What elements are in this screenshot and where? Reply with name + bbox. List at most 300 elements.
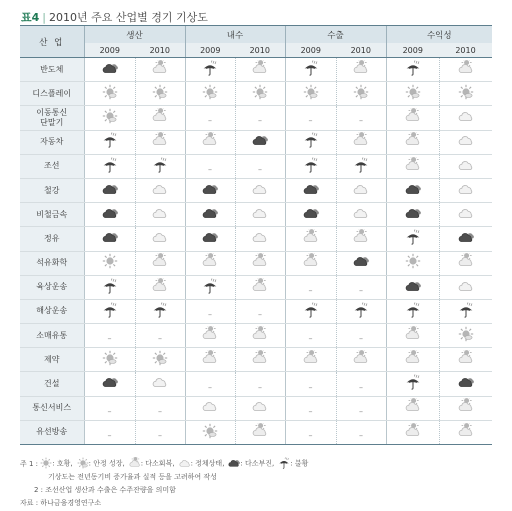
forecast-cell [185, 420, 235, 444]
partly-sunny-icon [202, 253, 218, 273]
forecast-cell [439, 396, 492, 420]
forecast-cell [386, 106, 439, 130]
year-header: 2009 [84, 43, 135, 58]
partly-sunny-icon [353, 350, 369, 370]
storm-umbrella-icon [152, 157, 168, 177]
forecast-cell [135, 178, 185, 202]
year-header: 2009 [185, 43, 235, 58]
footnotes [20, 457, 500, 510]
storm-umbrella-icon [353, 302, 369, 322]
forecast-cell [235, 420, 285, 444]
forecast-cell [235, 348, 285, 372]
table-row [20, 299, 492, 323]
footnote-1-prefix: 주 1 : [20, 459, 39, 468]
legend-item [278, 457, 308, 471]
partly-sunny-icon [252, 423, 268, 443]
storm-umbrella-icon [278, 457, 290, 470]
dash: – [359, 430, 363, 440]
table-row [20, 324, 492, 348]
legend-item [77, 457, 125, 471]
cloud-icon [179, 457, 191, 470]
partly-sunny-icon [202, 350, 218, 370]
forecast-cell [185, 251, 235, 275]
dark-cloud-icon [458, 374, 474, 394]
industry-header: 산 업 [20, 26, 84, 58]
partly-sunny-icon [152, 132, 168, 152]
partly-sunny-icon [152, 60, 168, 80]
footnote-2: 2 : 조선산업 생산과 수출은 수주잔량을 의미함 [34, 485, 176, 494]
table-row [20, 372, 492, 396]
industry-name: 통신서비스 [20, 396, 84, 420]
forecast-cell [235, 275, 285, 299]
storm-umbrella-icon [102, 302, 118, 322]
forecast-cell [336, 178, 386, 202]
forecast-cell [135, 130, 185, 154]
cloud-icon [458, 108, 474, 128]
industry-name: 철강 [20, 178, 84, 202]
cloud-icon [353, 181, 369, 201]
weather-table [20, 25, 492, 445]
dark-cloud-icon [102, 60, 118, 80]
partly-sunny-icon [405, 157, 421, 177]
forecast-cell [285, 178, 336, 202]
sun-icon [40, 457, 52, 470]
dark-cloud-icon [303, 181, 319, 201]
storm-umbrella-icon [458, 302, 474, 322]
cloud-icon [353, 205, 369, 225]
forecast-cell [439, 58, 492, 82]
storm-umbrella-icon [405, 302, 421, 322]
table-row [20, 203, 492, 227]
forecast-cell [336, 58, 386, 82]
cloud-icon [152, 229, 168, 249]
empty-cell [285, 420, 336, 444]
dark-cloud-icon [458, 229, 474, 249]
forecast-cell [439, 227, 492, 251]
sun-cloud-icon [202, 84, 218, 104]
empty-cell [84, 420, 135, 444]
empty-cell [336, 324, 386, 348]
industry-name: 소매유통 [20, 324, 84, 348]
forecast-cell [235, 203, 285, 227]
empty-cell [336, 396, 386, 420]
dark-cloud-icon [102, 205, 118, 225]
dark-cloud-icon [303, 205, 319, 225]
dash: – [158, 406, 162, 416]
dash: – [258, 382, 262, 392]
forecast-cell [185, 396, 235, 420]
cloud-icon [458, 205, 474, 225]
empty-cell [235, 372, 285, 396]
storm-umbrella-icon [353, 157, 369, 177]
forecast-cell [386, 275, 439, 299]
partly-sunny-icon [252, 350, 268, 370]
industry-name: 자동차 [20, 130, 84, 154]
forecast-cell [285, 299, 336, 323]
storm-umbrella-icon [405, 60, 421, 80]
year-header: 2010 [235, 43, 285, 58]
forecast-cell [285, 82, 336, 106]
empty-cell [285, 372, 336, 396]
table-row [20, 178, 492, 202]
title-separator: | [42, 11, 46, 24]
cloud-icon [152, 181, 168, 201]
empty-cell [135, 396, 185, 420]
forecast-cell [439, 251, 492, 275]
partly-sunny-icon [458, 423, 474, 443]
dash: – [258, 116, 262, 126]
empty-cell [285, 106, 336, 130]
dark-cloud-icon [353, 253, 369, 273]
forecast-cell [135, 227, 185, 251]
forecast-cell [439, 299, 492, 323]
forecast-cell [439, 372, 492, 396]
empty-cell [135, 420, 185, 444]
dash: – [258, 309, 262, 319]
table-row [20, 130, 492, 154]
dash: – [308, 334, 313, 344]
forecast-cell [84, 58, 135, 82]
storm-umbrella-icon [405, 229, 421, 249]
forecast-cell [84, 227, 135, 251]
forecast-cell [135, 154, 185, 178]
empty-cell [285, 324, 336, 348]
partly-sunny-icon [405, 132, 421, 152]
partly-sunny-icon [303, 253, 319, 273]
dash: – [158, 430, 162, 440]
industry-name: 반도체 [20, 58, 84, 82]
empty-cell [235, 154, 285, 178]
forecast-cell [135, 251, 185, 275]
header-profit: 수익성 [386, 26, 492, 44]
forecast-cell [439, 178, 492, 202]
header-production: 생산 [84, 26, 185, 44]
empty-cell [235, 299, 285, 323]
industry-name: 조선 [20, 154, 84, 178]
forecast-cell [84, 203, 135, 227]
cloud-icon [152, 205, 168, 225]
sun-cloud-icon [252, 84, 268, 104]
forecast-cell [439, 420, 492, 444]
forecast-cell [439, 324, 492, 348]
table-row [20, 251, 492, 275]
partly-sunny-icon [303, 229, 319, 249]
table-row [20, 227, 492, 251]
legend-label: : 다소회복, [140, 459, 175, 468]
cloud-icon [458, 278, 474, 298]
forecast-cell [185, 82, 235, 106]
forecast-cell [386, 324, 439, 348]
empty-cell [185, 106, 235, 130]
footnote-1 [20, 457, 500, 471]
partly-sunny-icon [129, 457, 141, 470]
legend-label: : 다소부진, [240, 459, 275, 468]
partly-sunny-icon [405, 423, 421, 443]
forecast-cell [386, 251, 439, 275]
forecast-cell [336, 154, 386, 178]
forecast-cell [336, 299, 386, 323]
sun-cloud-icon [102, 350, 118, 370]
storm-umbrella-icon [102, 157, 118, 177]
forecast-cell [84, 372, 135, 396]
dark-cloud-icon [202, 181, 218, 201]
partly-sunny-icon [458, 398, 474, 418]
legend-label: : 호황, [52, 459, 73, 468]
storm-umbrella-icon [152, 302, 168, 322]
forecast-cell [84, 106, 135, 130]
dark-cloud-icon [405, 181, 421, 201]
industry-name: 육상운송 [20, 275, 84, 299]
legend [40, 460, 312, 468]
forecast-cell [84, 275, 135, 299]
legend-item [40, 457, 72, 471]
dash: – [107, 406, 112, 416]
sun-cloud-icon [202, 423, 218, 443]
sun-cloud-icon [152, 350, 168, 370]
partly-sunny-icon [458, 253, 474, 273]
table-title-text: 2010년 주요 산업별 경기 기상도 [49, 11, 208, 24]
storm-umbrella-icon [202, 278, 218, 298]
forecast-cell [235, 251, 285, 275]
forecast-cell [386, 396, 439, 420]
forecast-cell [135, 58, 185, 82]
sun-cloud-icon [77, 457, 89, 470]
forecast-cell [386, 372, 439, 396]
storm-umbrella-icon [303, 132, 319, 152]
partly-sunny-icon [202, 132, 218, 152]
industry-name: 해상운송 [20, 299, 84, 323]
forecast-cell [439, 348, 492, 372]
forecast-cell [185, 227, 235, 251]
forecast-cell [84, 154, 135, 178]
dash: – [258, 164, 262, 174]
empty-cell [84, 324, 135, 348]
forecast-cell [235, 227, 285, 251]
storm-umbrella-icon [303, 157, 319, 177]
forecast-cell [336, 130, 386, 154]
forecast-cell [135, 348, 185, 372]
empty-cell [336, 372, 386, 396]
forecast-cell [84, 178, 135, 202]
industry-name: 제약 [20, 348, 84, 372]
forecast-cell [235, 324, 285, 348]
forecast-cell [185, 178, 235, 202]
cloud-icon [458, 132, 474, 152]
forecast-cell [135, 106, 185, 130]
dark-cloud-icon [405, 278, 421, 298]
forecast-cell [185, 348, 235, 372]
partly-sunny-icon [202, 326, 218, 346]
storm-umbrella-icon [303, 302, 319, 322]
sun-cloud-icon [102, 108, 118, 128]
legend-label: : 불황 [290, 459, 309, 468]
empty-cell [336, 106, 386, 130]
year-header: 2010 [336, 43, 386, 58]
forecast-cell [285, 348, 336, 372]
forecast-cell [439, 275, 492, 299]
partly-sunny-icon [252, 60, 268, 80]
dash: – [158, 334, 162, 344]
storm-umbrella-icon [202, 60, 218, 80]
forecast-cell [235, 58, 285, 82]
dark-cloud-icon [405, 205, 421, 225]
dash: – [208, 309, 212, 319]
dark-cloud-icon [202, 229, 218, 249]
sun-cloud-icon [458, 84, 474, 104]
table-body [20, 58, 492, 445]
industry-name: 비철금속 [20, 203, 84, 227]
sun-cloud-icon [405, 84, 421, 104]
partly-sunny-icon [252, 326, 268, 346]
empty-cell [185, 372, 235, 396]
forecast-cell [235, 178, 285, 202]
table-row [20, 82, 492, 106]
table-row [20, 58, 492, 82]
forecast-cell [135, 203, 185, 227]
industry-name: 디스플레이 [20, 82, 84, 106]
forecast-cell [285, 203, 336, 227]
forecast-cell [135, 299, 185, 323]
cloud-icon [458, 181, 474, 201]
storm-umbrella-icon [303, 60, 319, 80]
dark-cloud-icon [102, 181, 118, 201]
table-row [20, 106, 492, 130]
header-domestic: 내수 [185, 26, 285, 44]
cloud-icon [252, 181, 268, 201]
forecast-cell [185, 203, 235, 227]
forecast-cell [336, 227, 386, 251]
forecast-cell [285, 251, 336, 275]
partly-sunny-icon [252, 253, 268, 273]
industry-name: 건설 [20, 372, 84, 396]
industry-name: 정유 [20, 227, 84, 251]
forecast-cell [185, 275, 235, 299]
forecast-cell [135, 82, 185, 106]
dash: – [359, 334, 363, 344]
cloud-icon [458, 157, 474, 177]
empty-cell [84, 396, 135, 420]
cloud-icon [252, 229, 268, 249]
dash: – [359, 285, 363, 295]
dash: – [107, 430, 112, 440]
partly-sunny-icon [252, 278, 268, 298]
forecast-cell [84, 348, 135, 372]
table-tag: 표4 [21, 11, 40, 24]
legend-item [228, 457, 274, 471]
sun-cloud-icon [102, 84, 118, 104]
legend-item [129, 457, 175, 471]
forecast-cell [386, 227, 439, 251]
forecast-cell [336, 203, 386, 227]
partly-sunny-icon [405, 326, 421, 346]
partly-sunny-icon [458, 350, 474, 370]
dash: – [308, 116, 313, 126]
forecast-cell [386, 58, 439, 82]
legend-label: : 정체상태, [190, 459, 225, 468]
forecast-cell [439, 82, 492, 106]
partly-sunny-icon [152, 108, 168, 128]
sun-cloud-icon [303, 84, 319, 104]
industry-name: 이동통신 단말기 [20, 106, 84, 130]
table-row [20, 154, 492, 178]
dark-cloud-icon [102, 374, 118, 394]
table-title [21, 9, 208, 25]
dash: – [208, 116, 212, 126]
empty-cell [135, 324, 185, 348]
partly-sunny-icon [152, 278, 168, 298]
partly-sunny-icon [303, 350, 319, 370]
forecast-cell [135, 372, 185, 396]
dark-cloud-icon [202, 205, 218, 225]
empty-cell [235, 106, 285, 130]
forecast-cell [84, 251, 135, 275]
storm-umbrella-icon [102, 278, 118, 298]
year-header: 2009 [285, 43, 336, 58]
legend-label: : 안정 성장, [88, 459, 125, 468]
partly-sunny-icon [353, 60, 369, 80]
forecast-cell [84, 130, 135, 154]
partly-sunny-icon [405, 398, 421, 418]
forecast-cell [285, 130, 336, 154]
forecast-cell [285, 154, 336, 178]
dark-cloud-icon [252, 132, 268, 152]
cloud-icon [252, 398, 268, 418]
sun-icon [102, 253, 118, 273]
partly-sunny-icon [458, 60, 474, 80]
forecast-cell [185, 58, 235, 82]
dash: – [359, 406, 363, 416]
dash: – [208, 382, 212, 392]
forecast-cell [439, 106, 492, 130]
year-header: 2010 [135, 43, 185, 58]
dash: – [308, 382, 313, 392]
sun-icon [405, 253, 421, 273]
empty-cell [336, 275, 386, 299]
forecast-cell [135, 275, 185, 299]
forecast-cell [84, 82, 135, 106]
partly-sunny-icon [405, 350, 421, 370]
cloud-icon [202, 398, 218, 418]
table-row [20, 275, 492, 299]
dash: – [308, 285, 313, 295]
year-header: 2010 [439, 43, 492, 58]
forecast-cell [386, 154, 439, 178]
dash: – [308, 406, 313, 416]
dash: – [308, 430, 313, 440]
sun-cloud-icon [353, 84, 369, 104]
forecast-cell [386, 348, 439, 372]
dark-cloud-icon [228, 457, 240, 470]
sun-cloud-icon [152, 84, 168, 104]
forecast-cell [285, 58, 336, 82]
header-export: 수출 [285, 26, 386, 44]
sun-cloud-icon [458, 326, 474, 346]
cloud-icon [252, 205, 268, 225]
dash: – [107, 334, 112, 344]
empty-cell [285, 396, 336, 420]
partly-sunny-icon [152, 253, 168, 273]
forecast-cell [185, 324, 235, 348]
storm-umbrella-icon [405, 374, 421, 394]
partly-sunny-icon [353, 132, 369, 152]
empty-cell [285, 275, 336, 299]
forecast-cell [386, 82, 439, 106]
forecast-cell [285, 227, 336, 251]
forecast-cell [84, 299, 135, 323]
industry-name: 유선방송 [20, 420, 84, 444]
forecast-cell [235, 82, 285, 106]
forecast-cell [386, 420, 439, 444]
